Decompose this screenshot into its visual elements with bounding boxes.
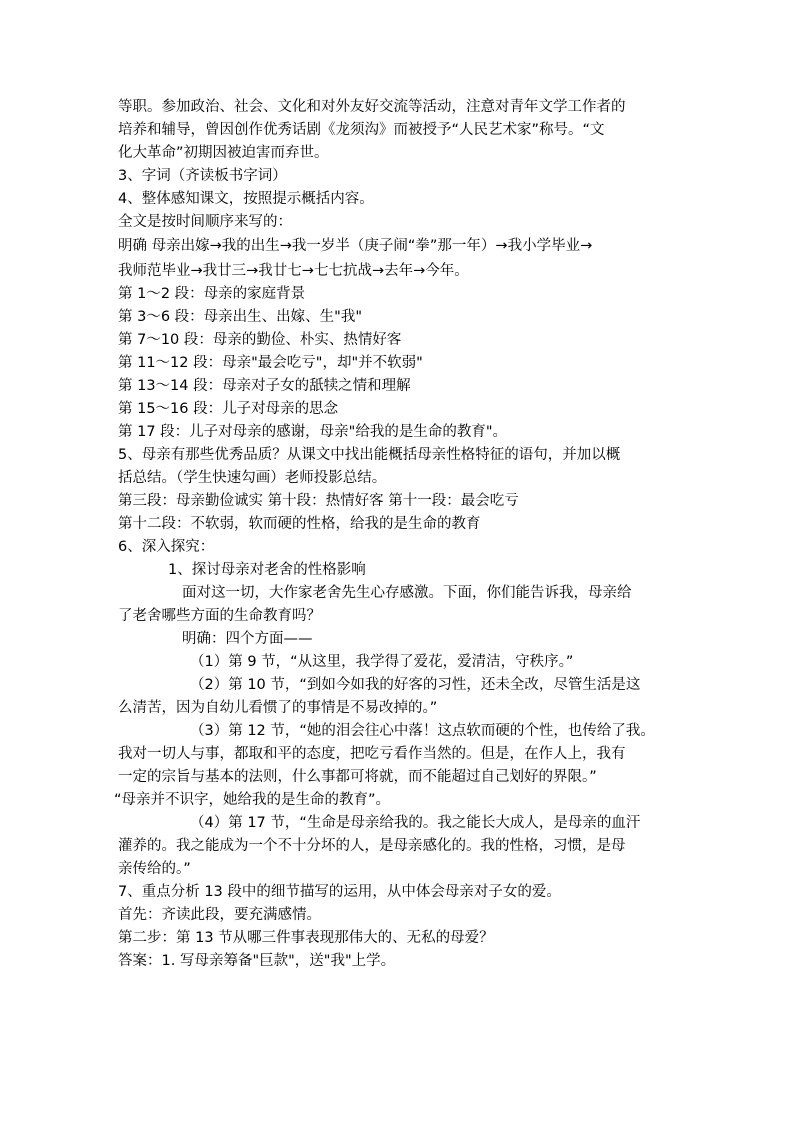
paragraph-summary: 第 17 段：儿子对母亲的感谢，母亲"给我的是生命的教育"。	[118, 424, 508, 440]
text-line: 了老舍哪些方面的生命教育吗？	[118, 608, 321, 624]
text-line: 么清苦，因为自幼儿看惯了的事情是不易改掉的。”	[118, 700, 438, 716]
text-line: 第二步：第 13 节从哪三件事表现那伟大的、无私的母爱？	[118, 930, 494, 946]
document-body	[114, 96, 683, 973]
quote-item: （2）第 10 节，“到如今如我的好客的习性，还未全改，尽管生活是这	[190, 677, 641, 693]
quote-item: （4）第 17 节，“生命是母亲给我的。我之能长大成人，是母亲的血汗	[190, 815, 641, 831]
subsection-heading: 1、探讨母亲对老舍的性格影响	[168, 562, 366, 578]
text-line: 首先：齐读此段，要充满感情。	[118, 907, 321, 923]
text-line: 培养和辅导，曾因创作优秀话剧《龙须沟》而被授予“人民艺术家”称号。“文	[118, 122, 605, 138]
text-line: 第十二段：不软弱，软而硬的性格，给我的是生命的教育	[118, 516, 481, 532]
paragraph-summary: 第 15～16 段：儿子对母亲的思念	[118, 401, 339, 417]
paragraph-summary: 第 1～2 段：母亲的家庭背景	[118, 286, 306, 302]
quote-item: （3）第 12 节，“她的泪会往心中落！这点软而硬的个性，也传给了我。	[190, 723, 655, 739]
text-line: 答案：1. 写母亲筹备"巨款"，送"我"上学。	[118, 953, 396, 969]
text-line: 明确：四个方面——	[182, 631, 313, 647]
quote-item: （1）第 9 节，“从这里，我学得了爱花，爱清洁，守秩序。”	[190, 654, 574, 670]
paragraph-summary: 第 11～12 段：母亲"最会吃亏"，却"并不软弱"	[118, 355, 423, 371]
text-line: 全文是按时间顺序来写的：	[118, 214, 292, 230]
section-heading: 5、母亲有那些优秀品质？从课文中找出能概括母亲性格特征的语句，并加以概	[118, 447, 621, 463]
section-heading: 3、字词（齐读板书字词）	[118, 168, 287, 184]
paragraph-summary: 第 3～6 段：母亲出生、出嫁、生"我"	[118, 309, 363, 325]
text-line: 第三段：母亲勤俭诚实 第十段：热情好客 第十一段：最会吃亏	[118, 493, 519, 509]
text-line: 一定的宗旨与基本的法则，什么事都可将就，而不能超过自己划好的界限。”	[118, 769, 597, 785]
text-line: 等职。参加政治、社会、文化和对外友好交流等活动，注意对青年文学工作者的	[118, 99, 626, 115]
paragraph-summary: 第 7～10 段：母亲的勤俭、朴实、热情好客	[118, 332, 402, 348]
text-line: 化大革命”初期因被迫害而弃世。	[118, 145, 329, 161]
text-line: 面对这一切，大作家老舍先生心存感激。下面，你们能告诉我，母亲给	[182, 585, 632, 601]
text-line: 灌养的。我之能成为一个不十分坏的人，是母亲感化的。我的性格，习惯，是母	[118, 838, 626, 854]
section-heading: 6、深入探究：	[118, 539, 215, 555]
timeline-line: 我师范毕业→我廿三→我廿七→七七抗战→去年→今年。	[118, 262, 469, 279]
text-line: 括总结。（学生快速勾画）老师投影总结。	[118, 470, 387, 486]
section-heading: 4、整体感知课文，按照提示概括内容。	[118, 191, 374, 207]
paragraph-summary: 第 13～14 段：母亲对子女的舐犊之情和理解	[118, 378, 411, 394]
text-line: “母亲并不识字，她给我的是生命的教育”。	[114, 792, 391, 808]
text-line: 我对一切人与事，都取和平的态度，把吃亏看作当然的。但是，在作人上，我有	[118, 746, 626, 762]
text-line: 亲传给的。”	[118, 861, 191, 877]
section-heading: 7、重点分析 13 段中的细节描写的运用，从中体会母亲对子女的爱。	[118, 884, 561, 900]
timeline-line: 明确 母亲出嫁→我的出生→我一岁半（庚子闹“拳”那一年）→我小学毕业→	[118, 238, 593, 254]
